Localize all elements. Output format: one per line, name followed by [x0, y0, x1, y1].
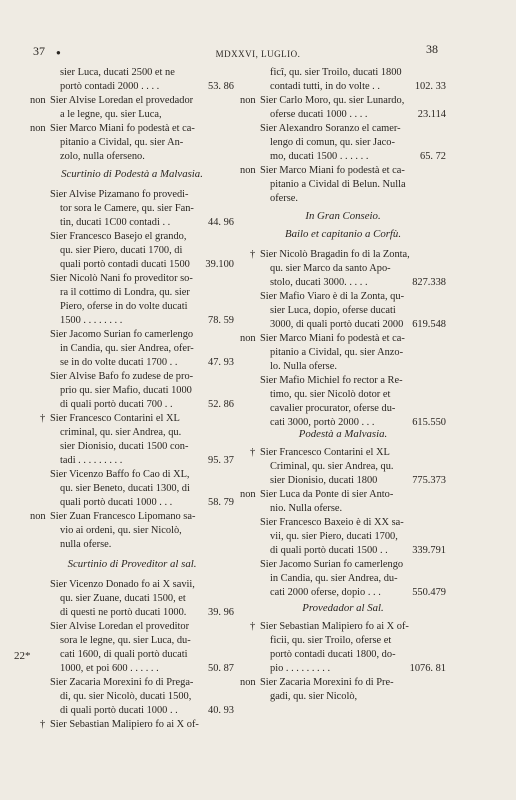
- vote-count: 53. 86: [208, 81, 234, 92]
- text-line: [30, 94, 234, 108]
- line-text: qu. sier Marco da santo Apo-: [270, 263, 391, 274]
- vote-count: 95. 37: [208, 455, 234, 466]
- line-text: di quali portò ducati 1500 . .: [270, 545, 388, 556]
- text-line: [240, 276, 446, 290]
- text-line: [30, 314, 234, 328]
- text-line: [240, 150, 446, 164]
- line-text: pitanio a Cividal, qu. sier Anzo-: [270, 347, 404, 358]
- text-line: [30, 648, 234, 662]
- non-mark: non: [30, 511, 46, 522]
- text-line: [30, 150, 234, 164]
- vote-count: 619.548: [412, 319, 446, 330]
- line-text: ficii, qu. sier Troilo, oferse et: [270, 635, 392, 646]
- line-text: Sier Nicolò Nani fo proveditor so-: [50, 273, 193, 284]
- text-line: [30, 398, 234, 412]
- non-mark: non: [240, 489, 256, 500]
- vote-count: 615.550: [412, 417, 446, 428]
- line-text: Sier Sebastian Malipiero fo ai X of-: [50, 719, 199, 730]
- text-line: [30, 384, 234, 398]
- dagger-mark: †: [40, 413, 46, 424]
- text-line: [240, 346, 446, 360]
- text-line: [30, 538, 234, 552]
- line-text: sier Dionisio, ducati 1800: [270, 475, 378, 486]
- line-text: stolo, ducati 3000. . . . .: [270, 277, 368, 288]
- text-line: [240, 516, 446, 530]
- non-mark: non: [240, 333, 256, 344]
- vote-count: 1076. 81: [409, 663, 446, 674]
- line-text: nulla oferse.: [60, 539, 112, 550]
- line-text: Sier Alvise Bafo fo zudese de pro-: [50, 371, 194, 382]
- text-line: [30, 454, 234, 468]
- line-text: 1500 . . . . . . . .: [60, 315, 123, 326]
- vote-count: 39.100: [205, 259, 234, 270]
- text-line: [30, 122, 234, 136]
- text-line: [240, 332, 446, 346]
- line-text: mo, ducati 1500 . . . . . .: [270, 151, 369, 162]
- text-line: [240, 108, 446, 122]
- vote-count: 65. 72: [420, 151, 446, 162]
- vote-count: 102. 33: [414, 81, 446, 92]
- line-text: 3000, di quali portò ducati 2000: [270, 319, 404, 330]
- text-line: [240, 192, 446, 206]
- text-line: [30, 108, 234, 122]
- line-text: sora le legne, qu. sier Luca, du-: [60, 635, 191, 646]
- text-line: [240, 304, 446, 318]
- text-line: [30, 286, 234, 300]
- line-text: qu. sier Beneto, ducati 1300, di: [60, 483, 190, 494]
- column-number: 38: [426, 42, 438, 56]
- line-text: di quali portò ducati 1000 . .: [60, 705, 178, 716]
- line-text: vio ai ordeni, qu. sier Nicolò,: [60, 525, 182, 536]
- line-text: Sier Francesco Basejo el grando,: [50, 231, 187, 242]
- text-line: [30, 676, 234, 690]
- text-line: [240, 290, 446, 304]
- line-text: di questi ne portò ducati 1000.: [60, 607, 187, 618]
- vote-count: 58. 79: [208, 497, 234, 508]
- line-text: quali portò contadi ducati 1500: [60, 259, 190, 270]
- page-number: 37: [33, 44, 45, 58]
- line-text: Sier Marco Miani fo podestà et ca-: [260, 165, 405, 176]
- vote-count: 40. 93: [208, 705, 234, 716]
- line-text: in Candia, qu. sier Andrea, du-: [270, 573, 398, 584]
- line-text: tor sora le Camere, qu. sier Fan-: [60, 203, 194, 214]
- dagger-mark: †: [250, 621, 256, 632]
- non-mark: non: [240, 165, 256, 176]
- vote-count: 78. 59: [208, 315, 234, 326]
- text-line: [30, 66, 234, 80]
- line-text: ra il cottimo di Londra, qu. sier: [60, 287, 190, 298]
- vote-count: 44. 96: [208, 217, 234, 228]
- text-line: [30, 524, 234, 538]
- text-line: [240, 248, 446, 262]
- line-text: nio. Nulla oferse.: [270, 503, 343, 514]
- line-text: Sier Alvise Loredan el proveditor: [50, 621, 190, 632]
- line-text: qu. sier Zuane, ducati 1500, et: [60, 593, 186, 604]
- vote-count: 827.338: [412, 277, 446, 288]
- text-line: [240, 544, 446, 558]
- line-text: sier Luca, ducati 2500 et ne: [60, 67, 175, 78]
- non-mark: non: [30, 123, 46, 134]
- vote-count: 50. 87: [208, 663, 234, 674]
- text-line: [240, 446, 446, 460]
- line-text: Sier Marco Miani fo podestà et ca-: [260, 333, 405, 344]
- line-text: oferse ducati 1000 . . . .: [270, 109, 368, 120]
- line-text: Sier Zacaria Morexini fo di Pre-: [260, 677, 394, 688]
- line-text: Sier Jacomo Surian fo camerlengo: [260, 559, 404, 570]
- line-text: tin, ducati 1C00 contadi . .: [60, 217, 171, 228]
- text-line: [240, 634, 446, 648]
- line-text: Piero, oferse in do volte ducati: [60, 301, 188, 312]
- line-text: Sier Francesco Baxeio è di XX sa-: [260, 517, 404, 528]
- dagger-mark: †: [250, 447, 256, 458]
- line-text: tadi . . . . . . . . .: [60, 455, 123, 466]
- text-line: [30, 426, 234, 440]
- line-text: di, qu. sier Nicolò, ducati 1500,: [60, 691, 192, 702]
- line-text: sier Luca, dopio, oferse ducati: [270, 305, 396, 316]
- line-text: quali portò ducati 1000 . . .: [60, 497, 173, 508]
- line-text: cati 2000 oferse, dopio . . .: [270, 587, 381, 598]
- text-line: [240, 488, 446, 502]
- text-line: [30, 80, 234, 94]
- text-line: [240, 648, 446, 662]
- text-line: [240, 558, 446, 572]
- text-line: [240, 136, 446, 150]
- text-line: [30, 216, 234, 230]
- text-line: [30, 690, 234, 704]
- section-heading: Provedador al Sal.: [302, 602, 384, 614]
- line-text: oferse.: [270, 193, 298, 204]
- text-line: [30, 496, 234, 510]
- line-text: Sier Alvise Loredan el provedador: [50, 95, 194, 106]
- line-text: contadi tutti, in do volte . .: [270, 81, 380, 92]
- line-text: cati 3000, portò 2000 . . .: [270, 417, 375, 428]
- text-line: [30, 468, 234, 482]
- line-text: Sier Marco Miani fo podestà et ca-: [50, 123, 195, 134]
- line-text: Sier Vicenzo Baffo fo Cao di XL,: [50, 469, 190, 480]
- running-title: MDXXVI, LUGLIO.: [215, 49, 301, 59]
- dagger-mark: †: [250, 249, 256, 260]
- text-line: [240, 474, 446, 488]
- line-text: vii, qu. sier Piero, ducati 1700,: [270, 531, 398, 542]
- section-heading: Podestà a Malvasia.: [298, 428, 388, 440]
- line-text: pio . . . . . . . . .: [270, 663, 331, 674]
- vote-count: 339.791: [412, 545, 446, 556]
- line-text: prio qu. sier Mafio, ducati 1000: [60, 385, 192, 396]
- text-line: [30, 230, 234, 244]
- text-line: [30, 258, 234, 272]
- line-text: 1000, et poi 600 . . . . . .: [60, 663, 159, 674]
- text-line: [240, 318, 446, 332]
- line-text: a le legne, qu. sier Luca,: [60, 109, 162, 120]
- text-line: [30, 592, 234, 606]
- vote-count: 39. 96: [208, 607, 234, 618]
- text-line: [240, 620, 446, 634]
- vote-count: 550.479: [412, 587, 446, 598]
- text-line: [30, 136, 234, 150]
- text-line: [30, 440, 234, 454]
- text-line: [240, 586, 446, 600]
- line-text: ficî, qu. sier Troilo, ducati 1800: [270, 67, 402, 78]
- text-line: [30, 620, 234, 634]
- line-text: portò contadi 2000 . . . .: [60, 81, 160, 92]
- line-text: portò contadi ducati 1800, do-: [270, 649, 396, 660]
- text-line: [30, 412, 234, 426]
- section-heading: In Gran Conseio.: [305, 210, 381, 222]
- non-mark: non: [30, 95, 46, 106]
- text-line: [30, 510, 234, 524]
- text-line: [240, 374, 446, 388]
- text-line: [30, 606, 234, 620]
- text-line: [30, 244, 234, 258]
- line-text: Sier Zuan Francesco Lipomano sa-: [50, 511, 196, 522]
- text-line: [30, 578, 234, 592]
- text-line: [30, 662, 234, 676]
- line-text: Sier Sebastian Malipiero fo ai X of-: [260, 621, 409, 632]
- text-line: [30, 272, 234, 286]
- line-text: zolo, nulla oferseno.: [60, 151, 145, 162]
- line-text: Sier Nicolò Bragadin fo di la Zonta,: [260, 249, 410, 260]
- line-text: cavalier procurator, oferse du-: [270, 403, 396, 414]
- line-text: Sier Mafio Viaro è di la Zonta, qu-: [260, 291, 405, 302]
- text-line: [240, 676, 446, 690]
- line-text: lo. Nulla oferse.: [270, 361, 337, 372]
- line-text: Sier Francesco Contarini el XL: [260, 447, 390, 458]
- text-line: [240, 502, 446, 516]
- text-line: [30, 342, 234, 356]
- section-heading: Bailo et capitanio a Corfù.: [284, 228, 402, 240]
- vote-count: 23.114: [417, 109, 446, 120]
- text-line: [240, 388, 446, 402]
- line-text: timo, qu. sier Nicolò dotor et: [270, 389, 391, 400]
- text-line: [240, 662, 446, 676]
- vote-count: 47. 93: [208, 357, 234, 368]
- text-line: [240, 460, 446, 474]
- text-line: [240, 66, 446, 80]
- margin-note: 22*: [14, 650, 31, 662]
- text-line: [30, 300, 234, 314]
- text-line: [30, 188, 234, 202]
- text-line: [240, 178, 446, 192]
- line-text: Sier Alexandro Soranzo el camer-: [260, 123, 401, 134]
- text-line: [240, 572, 446, 586]
- text-line: [30, 634, 234, 648]
- line-text: di quali portò ducati 700 . .: [60, 399, 173, 410]
- text-line: [240, 530, 446, 544]
- vote-count: 775.373: [412, 475, 446, 486]
- section-heading: Scurtinio di Proveditor al sal.: [67, 558, 197, 570]
- text-line: [30, 482, 234, 496]
- text-line: [240, 360, 446, 374]
- text-line: [30, 718, 234, 732]
- text-line: [30, 356, 234, 370]
- line-text: Sier Jacomo Surian fo camerlengo: [50, 329, 194, 340]
- line-text: Sier Zacaria Morexini fo di Prega-: [50, 677, 194, 688]
- line-text: gadi, qu. sier Nicolò,: [270, 691, 358, 702]
- text-line: [240, 80, 446, 94]
- text-line: [240, 122, 446, 136]
- line-text: cati 1600, di quali portò ducati: [60, 649, 188, 660]
- line-text: sier Dionisio, ducati 1500 con-: [60, 441, 189, 452]
- line-text: Sier Carlo Moro, qu. sier Lunardo,: [260, 95, 405, 106]
- text-line: [240, 262, 446, 276]
- line-text: pitanio a Cividal di Belun. Nulla: [270, 179, 406, 190]
- text-line: [240, 164, 446, 178]
- line-text: in Candia, qu. sier Andrea, ofer-: [60, 343, 194, 354]
- text-line: [30, 202, 234, 216]
- line-text: Sier Luca da Ponte di sier Anto-: [260, 489, 394, 500]
- line-text: criminal, qu. sier Andrea, qu.: [60, 427, 182, 438]
- line-text: Sier Mafio Michiel fo rector a Re-: [260, 375, 403, 386]
- text-line: [240, 94, 446, 108]
- section-heading: Scurtinio di Podestà a Malvasia.: [61, 168, 203, 180]
- text-line: [30, 328, 234, 342]
- ornament-dot: ●: [56, 48, 61, 57]
- text-line: [30, 370, 234, 384]
- text-line: [240, 402, 446, 416]
- text-line: [30, 704, 234, 718]
- vote-count: 52. 86: [208, 399, 234, 410]
- non-mark: non: [240, 677, 256, 688]
- text-line: [240, 690, 446, 704]
- non-mark: non: [240, 95, 256, 106]
- line-text: lengo di comun, qu. sier Jaco-: [270, 137, 395, 148]
- line-text: Criminal, qu. sier Andrea, qu.: [270, 461, 394, 472]
- line-text: qu. sier Piero, ducati 1700, di: [60, 245, 183, 256]
- dagger-mark: †: [40, 719, 46, 730]
- line-text: pitanio a Cividal, qu. sier An-: [60, 137, 184, 148]
- line-text: Sier Alvise Pizamano fo provedi-: [50, 189, 189, 200]
- line-text: Sier Vicenzo Donado fo ai X savii,: [50, 579, 195, 590]
- line-text: Sier Francesco Contarini el XL: [50, 413, 180, 424]
- line-text: se in do volte ducati 1700 . .: [60, 357, 178, 368]
